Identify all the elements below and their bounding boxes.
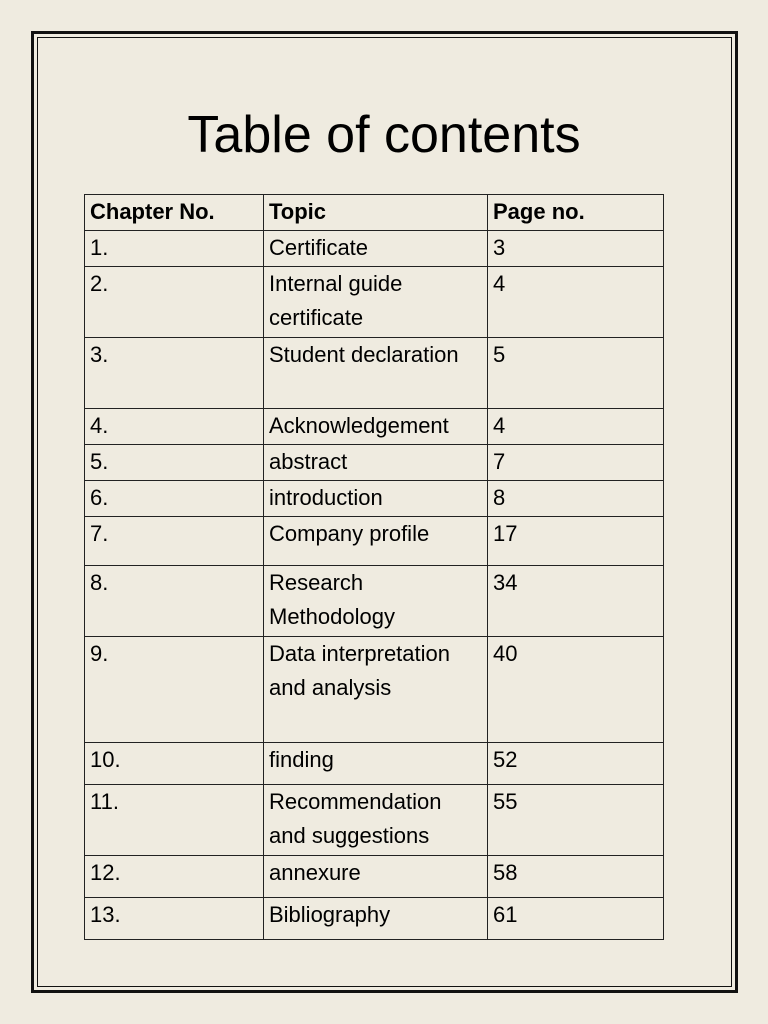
table-header-row	[85, 195, 664, 231]
chapter-number: 9.	[85, 636, 264, 742]
page-number: 5	[488, 337, 664, 408]
topic-cell: Data interpretation and analysis	[264, 636, 488, 742]
page-number: 4	[488, 408, 664, 444]
chapter-number: 10.	[85, 742, 264, 784]
page-number: 7	[488, 444, 664, 480]
table-row	[85, 855, 664, 897]
page-number: 8	[488, 480, 664, 516]
column-header-topic: Topic	[264, 195, 488, 231]
page-number: 61	[488, 897, 664, 939]
chapter-number: 2.	[85, 266, 264, 337]
table-row	[85, 516, 664, 565]
topic-cell: Acknowledgement	[264, 408, 488, 444]
chapter-number: 6.	[85, 480, 264, 516]
table-row	[85, 408, 664, 444]
chapter-number: 13.	[85, 897, 264, 939]
chapter-number: 11.	[85, 784, 264, 855]
topic-cell: Recommendation and suggestions	[264, 784, 488, 855]
chapter-number: 5.	[85, 444, 264, 480]
column-header-page: Page no.	[488, 195, 664, 231]
topic-cell: Student declaration	[264, 337, 488, 408]
table-row	[85, 230, 664, 266]
topic-cell: abstract	[264, 444, 488, 480]
table-row	[85, 266, 664, 337]
table-row	[85, 337, 664, 408]
contents-table	[84, 194, 664, 940]
table-row	[85, 636, 664, 742]
topic-cell: Certificate	[264, 230, 488, 266]
topic-cell: Research Methodology	[264, 565, 488, 636]
table-row	[85, 480, 664, 516]
chapter-number: 12.	[85, 855, 264, 897]
page-number: 3	[488, 230, 664, 266]
page-title: Table of contents	[187, 106, 581, 164]
topic-cell: Internal guide certificate	[264, 266, 488, 337]
topic-cell: Company profile	[264, 516, 488, 565]
table-row	[85, 784, 664, 855]
page-number: 34	[488, 565, 664, 636]
topic-cell: finding	[264, 742, 488, 784]
topic-cell: annexure	[264, 855, 488, 897]
column-header-chapter: Chapter No.	[85, 195, 264, 231]
page-number: 17	[488, 516, 664, 565]
table-row	[85, 897, 664, 939]
topic-cell: Bibliography	[264, 897, 488, 939]
chapter-number: 7.	[85, 516, 264, 565]
chapter-number: 8.	[85, 565, 264, 636]
topic-cell: introduction	[264, 480, 488, 516]
page-number: 52	[488, 742, 664, 784]
page-number: 40	[488, 636, 664, 742]
table-row	[85, 444, 664, 480]
chapter-number: 3.	[85, 337, 264, 408]
page-number: 4	[488, 266, 664, 337]
table-row	[85, 565, 664, 636]
page-number: 55	[488, 784, 664, 855]
page-number: 58	[488, 855, 664, 897]
table-row	[85, 742, 664, 784]
chapter-number: 1.	[85, 230, 264, 266]
chapter-number: 4.	[85, 408, 264, 444]
